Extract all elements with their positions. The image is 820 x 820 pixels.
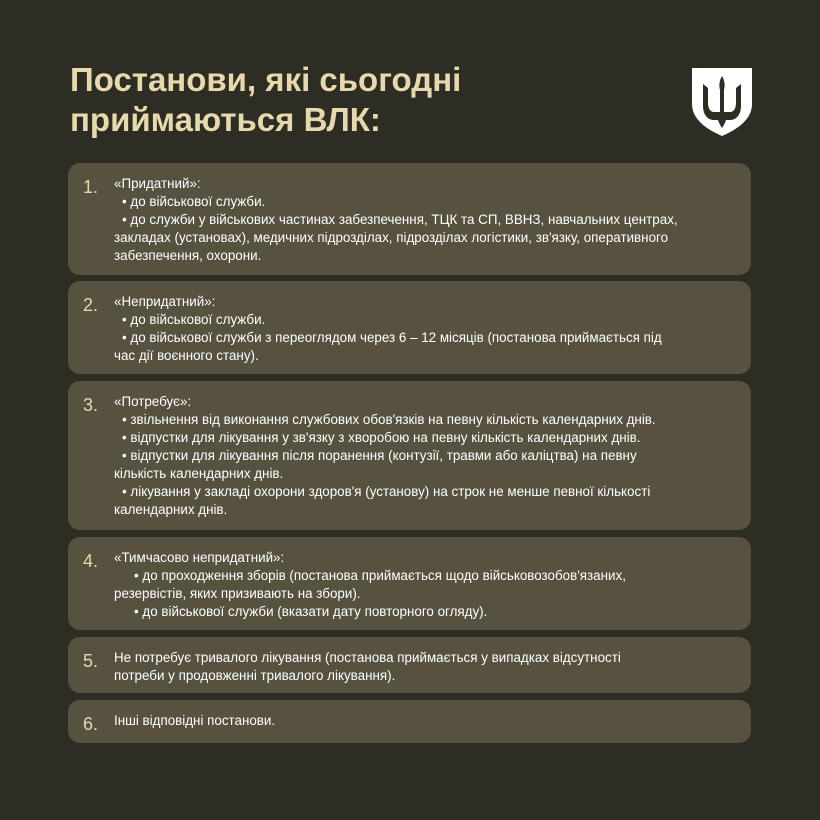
item-heading: «Непридатний»: (114, 294, 216, 309)
item-continuation: забезпечення, охорони. (114, 248, 262, 263)
item-number: 3. (83, 395, 99, 415)
item-continuation: календарних днів. (114, 502, 228, 517)
item-number: 5. (83, 651, 99, 671)
item-continuation: кількість календарних днів. (114, 466, 284, 481)
item-card-2 (68, 281, 751, 374)
page-title (70, 60, 630, 140)
item-heading: «Потребує»: (114, 394, 192, 409)
item-bullet: • відпустки для лікування після поранення (контузії, травми або каліцтва) на певну (122, 448, 637, 463)
item-bullet: • звільнення від виконання службових обов'язків на певну кількість календарних днів. (122, 412, 656, 427)
item-bullet: • до служби у військових частинах забезпечення, ТЦК та СП, ВВНЗ, навчальних центрах, (122, 212, 678, 227)
item-bullet: • до проходження зборів (постанова приймається щодо військовозобов'язаних, (134, 568, 626, 583)
item-card-5 (68, 637, 751, 693)
item-text: Не потребує тривалого лікування (постанова приймається у випадках відсутності (114, 650, 621, 665)
trident-shield-icon (692, 68, 752, 136)
item-text: Інші відповідні постанови. (114, 713, 276, 728)
item-card-3 (68, 381, 751, 530)
item-card-6 (68, 700, 751, 743)
item-number: 2. (83, 295, 99, 315)
item-heading: «Придатний»: (114, 176, 201, 191)
item-number: 4. (83, 551, 99, 571)
page-title-line-1: Постанови, які сьогодні (70, 61, 462, 98)
item-continuation: закладах (установах), медичних підрозділах, підрозділах логістики, зв'язку, оперативного (114, 230, 669, 245)
item-number: 6. (83, 714, 99, 734)
item-continuation: резервістів, яких призивають на збори). (114, 586, 361, 601)
item-card-1 (68, 163, 751, 275)
item-continuation: час дії воєнного стану). (114, 348, 259, 363)
page-title-line-2: приймаються ВЛК: (70, 101, 381, 138)
item-bullet: • відпустки для лікування у зв'язку з хворобою на певну кількість календарних днів. (122, 430, 641, 445)
item-bullet: • до військової служби. (122, 194, 266, 209)
item-number: 1. (83, 177, 99, 197)
item-heading: «Тимчасово непридатний»: (114, 550, 285, 565)
item-bullet: • до військової служби (вказати дату повторного огляду). (134, 604, 488, 619)
item-text: потреби у продовженні тривалого лікування). (114, 668, 396, 683)
item-bullet: • лікування у закладі охорони здоров'я (установу) на строк не менше певної кількості (122, 484, 651, 499)
item-card-4 (68, 537, 751, 630)
item-bullet: • до військової служби. (122, 312, 266, 327)
item-bullet: • до військової служби з переоглядом через 6 – 12 місяців (постанова приймається під (122, 330, 662, 345)
